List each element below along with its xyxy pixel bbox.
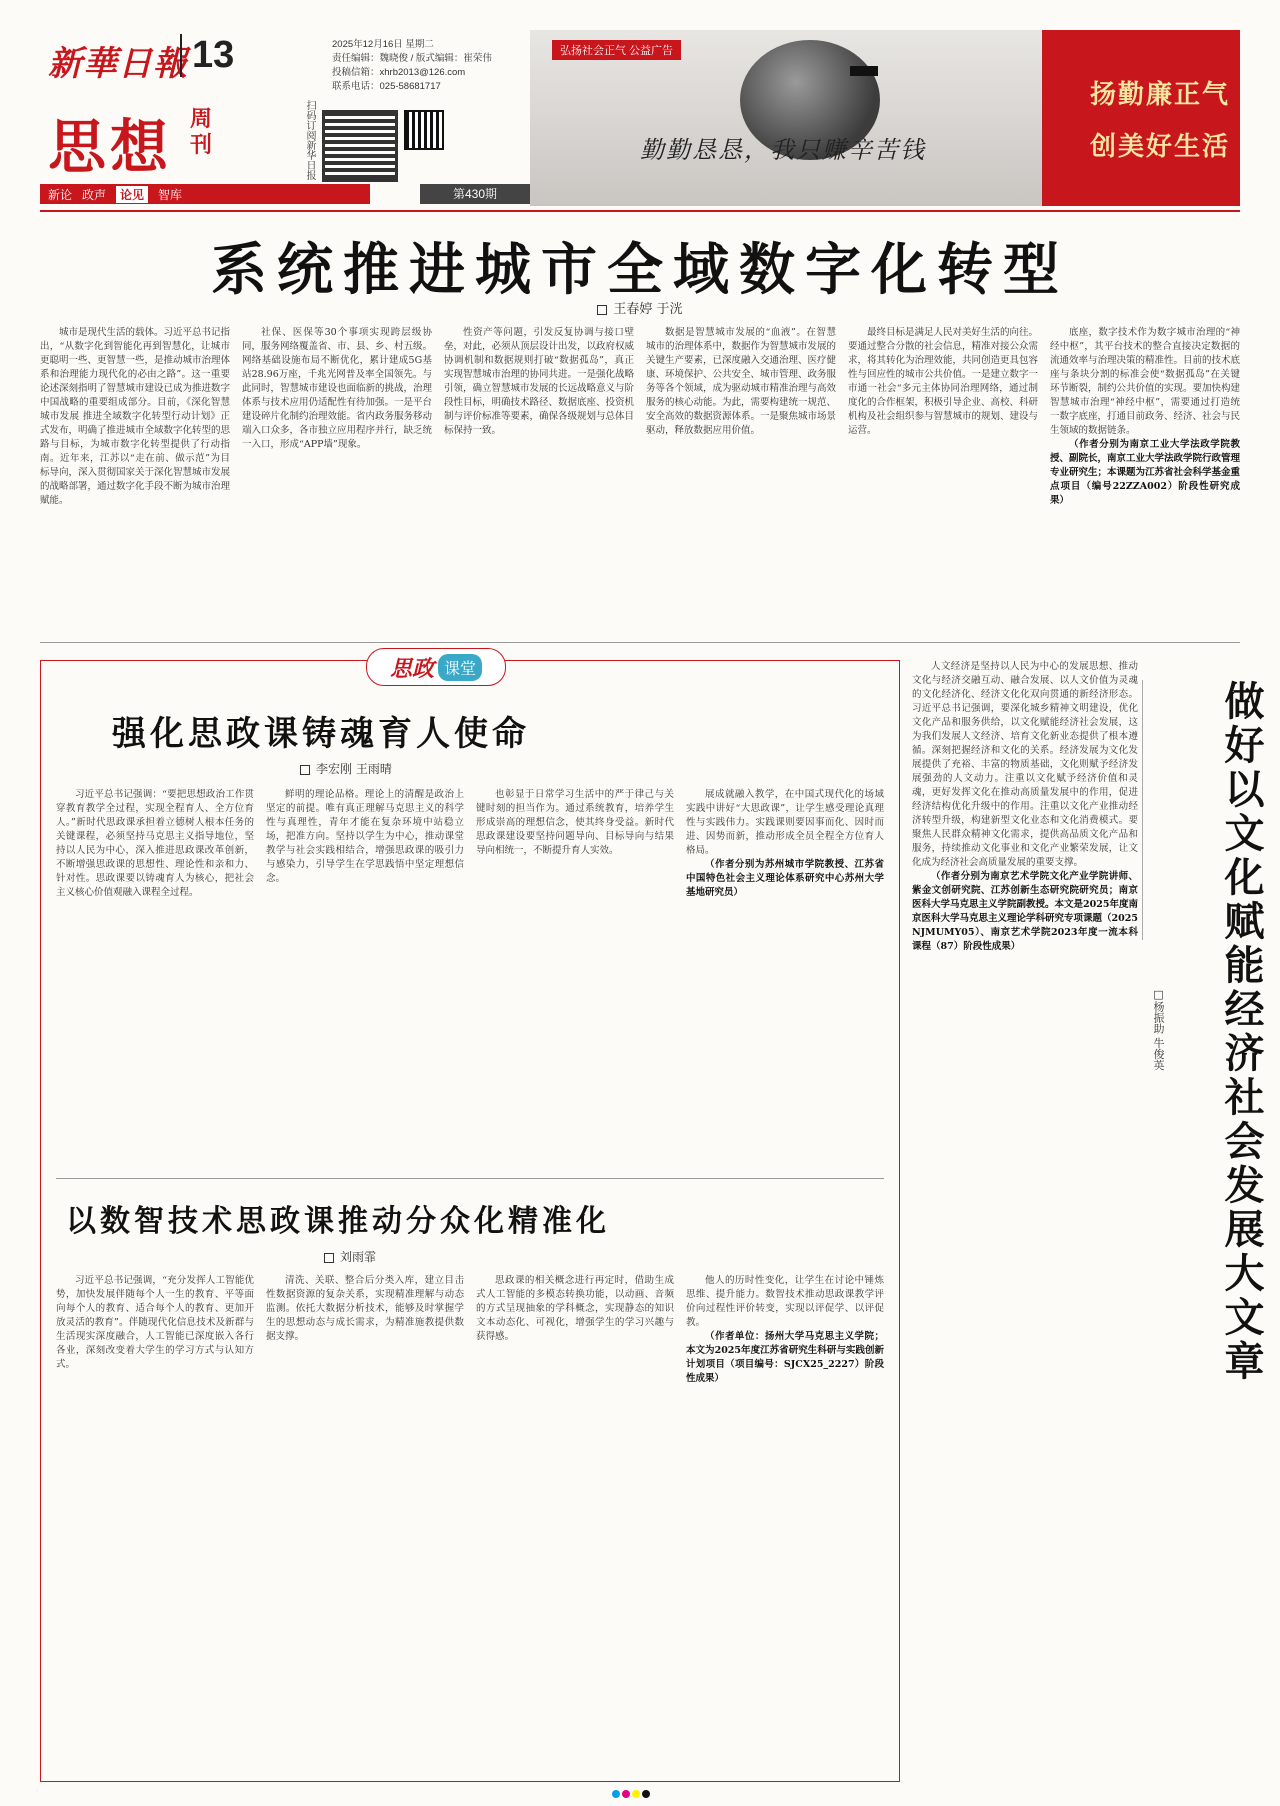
ad-line-1: 扬勤廉正气: [1090, 80, 1231, 110]
right-title-rule: [1142, 680, 1143, 940]
main-paragraph: 性资产等问题，引发反复协调与接口壁垒，对此，必须从顶层设计出发，以政府权威协调机制和数据规则打破“数据孤岛”，真正实现智慧城市治理的协同共进。一是强化战略引领，确立智慧城市发展的长远战略意义与阶段性目标，明确技术路径、数据底座、投资机制与评价标准等要素，确保各级规划与总体目标保持一致。: [444, 327, 634, 436]
a1-paragraph: 习近平总书记强调：“要把思想政治工作贯穿教育教学全过程，实现全程育人、全方位育人。”新时代思政课承担着立德树人根本任务的关键课程，必须坚持马克思主义指导地位，坚持以人民为中心，深入推进思政课改革创新，不断增强思政课的思想性、理论性和亲和力、针对性。思政课要以铸魂育人为核心，把社会主义核心价值观融入课程全过程。: [56, 789, 254, 898]
a2-paragraph: 思政课的相关概念进行再定时，借助生成式人工智能的多模态转换功能，以动画、音频的方式呈现抽象的学科概念，实现静态的知识文本动态化、可视化，增强学生的学习兴趣与获得感。: [476, 1275, 674, 1342]
a2-paragraph: 习近平总书记强调，“充分发挥人工智能优势，加快发展伴随每个人一生的教育、平等面向每个人的教育、适合每个人的教育、更加开放灵活的教育”。伴随现代化信息技术及新群与生活现实深度融合，人工智能已深度嵌入各行各业，深刻改变着大学生的学习方式与认知方式。: [56, 1275, 254, 1370]
ad-line-2: 创美好生活: [1090, 132, 1231, 162]
magenta-mark-icon: [622, 1790, 630, 1798]
nav-item-lunjian[interactable]: 论见: [116, 186, 148, 203]
ad-red-panel: [1042, 30, 1240, 206]
nav-item-zhengsheng[interactable]: 政声: [82, 187, 107, 202]
article1-title: 强化思政课铸魂育人使命: [112, 714, 530, 754]
ad-slogan: 勤勤恳恳，我只赚辛苦钱: [640, 136, 926, 164]
main-byline: [0, 298, 1280, 317]
email-line: 投稿信箱：xhrb2013@126.com: [332, 67, 466, 78]
issue-date: 2025年12月16日 星期二: [332, 39, 434, 50]
nav-item-xinlun[interactable]: 新论: [48, 187, 73, 202]
page-number: 13: [180, 34, 234, 77]
a1-col-2: [266, 788, 464, 1160]
main-paragraph: 最终目标是满足人民对美好生活的向往。要通过整合分散的社会信息，精准对接公众需求，将其转化为治理效能，共同创造更具包容性与回应性的城市公共价值。一是建立数字一市通一社会“多元主体协同治理网络，通过制度化的合作框架，积极引导企业、高校、科研机构及社会组织参与智慧城市的规划、建设与运营。: [848, 327, 1038, 436]
byline-box-icon: [324, 1253, 334, 1263]
panel-tag-b: 课堂: [438, 654, 482, 681]
editor-line: 责任编辑：魏晓俊 / 版式编辑：崔荣伟: [332, 53, 492, 64]
a1-col-3: [476, 788, 674, 1160]
a1-paragraph: 也彰显于日常学习生活中的严于律己与关键时刻的担当作为。通过系统教育，培养学生形成崇高的理想信念，使其终身受益。新时代思政课建设要坚持问题导向、目标导向与结果导向相统一，不断提升育人实效。: [476, 789, 674, 856]
main-byline-text: 王春婷 于洸: [613, 302, 683, 317]
article2-byline-text: 刘雨霏: [340, 1250, 377, 1264]
article2-body: [56, 1274, 884, 1770]
phone-line: 联系电话：025-58681717: [332, 81, 441, 92]
qr-label: 扫码订阅新华日报: [304, 100, 315, 180]
coin-slot-icon: [850, 66, 878, 76]
right-col-1: [912, 660, 1138, 1780]
main-col-2: [242, 326, 432, 634]
main-headline: 系统推进城市全域数字化转型: [211, 237, 1069, 303]
a2-col-2: [266, 1274, 464, 1770]
qr-code-small-icon[interactable]: [404, 110, 444, 150]
a2-col-4: [686, 1274, 884, 1770]
cyan-mark-icon: [612, 1790, 620, 1798]
main-paragraph: 数据是智慧城市发展的“血液”。在智慧城市的治理体系中，数据作为智慧城市发展的关键生产要素，已深度融入交通治理、医疗健康、环境保护、公共安全、城市管理、政务服务等各个领域，成为驱动城市精准治理与高效服务的核心动能。为此，需要构建统一规范、安全高效的数据资源体系。一是聚焦城市场景驱动，释放数据应用价值。: [646, 327, 836, 436]
right-article-title: 做好以文化赋能经济社会发展大文章: [1218, 680, 1265, 1384]
a2-author-note: （作者单位：扬州大学马克思主义学院；本文为2025年度江苏省研究生科研与实践创新计划项目（项目编号：SJCX25_2227）阶段性成果）: [686, 1331, 884, 1384]
yellow-mark-icon: [632, 1790, 640, 1798]
black-mark-icon: [642, 1790, 650, 1798]
article1-body: [56, 788, 884, 1160]
right-article-byline: □杨振助 牛俊英: [1152, 988, 1165, 1071]
right-author-note: （作者分别为南京艺术学院文化产业学院讲师、紫金文创研究院、江苏创新生态研究院研究员；南京医科大学马克思主义学院副教授。本文是2025年度南京医科大学马克思主义理论学科研究专项课题（2025NJMUMY05）、南京艺术学院2023年度一流本科课程（87）阶段性成果）: [912, 871, 1138, 952]
a1-col-4: [686, 788, 884, 1160]
a1-col-1: [56, 788, 254, 1160]
a2-col-3: [476, 1274, 674, 1770]
paper-name-logo: 新華日報: [48, 44, 188, 84]
main-paragraph: 城市是现代生活的载体。习近平总书记指出，“从数字化到智能化再到智慧化，让城市更聪明一些、更智慧一些，是推动城市治理体系和治理能力现代化的必由之路”。这一重要论述深刻指明了智慧城市建设已成为推进数字中国战略的重要组成部分。目前，《深化智慧城市发展 推进全域数字化转型行动计划》正式发布，明确了推进城市全域数字化转型的思路与目标，为城市数字化转型提供了行动指南。近年来，江苏以“走在前、做示范”为目标导向，深入贯彻国家关于深化智慧城市发展的战略部署，通过数字化手段不断为城市治理赋能。: [40, 327, 230, 506]
panel-divider: [56, 1178, 884, 1179]
right-article-body: [912, 660, 1138, 1780]
section-nav: [40, 184, 370, 204]
public-service-ad: [530, 30, 1240, 206]
masthead-divider: [40, 210, 1240, 212]
article1-byline-text: 李宏刚 王雨晴: [316, 762, 392, 776]
print-color-marks: [612, 1790, 650, 1798]
a2-paragraph: 他人的历时性变化，让学生在讨论中锤炼思维、提升能力。数智技术推动思政课教学评价向过程性评价转变，实现以评促学、以评促教。: [686, 1275, 884, 1328]
masthead: [40, 30, 1240, 200]
info-block: [332, 38, 492, 94]
ad-artwork: [530, 30, 1042, 206]
main-col-3: [444, 326, 634, 634]
main-col-6: [1050, 326, 1240, 634]
main-article-body: [40, 326, 1240, 634]
byline-box-icon: [300, 765, 310, 775]
article2-byline: [324, 1248, 376, 1265]
a1-paragraph: 鲜明的理论品格。理论上的清醒是政治上坚定的前提。唯有真正理解马克思主义的科学性与真理性，青年才能在复杂环境中站稳立场，把准方向。坚持以学生为中心，推动课堂教学与社会实践相结合，增强思政课的吸引力与感染力，引导学生在学思践悟中坚定理想信念。: [266, 789, 464, 884]
section-subtitle: 周刊: [190, 106, 213, 158]
main-paragraph: 底座，数字技术作为数字城市治理的“神经中枢”，其平台技术的整合直接决定数据的流通效率与治理决策的精准性。目前的技术底座与条块分割的标准会使“数据孤岛”在关键环节断裂，制约公共价值的实现。要加快构建智慧城市治理“神经中枢”，需要通过打造统一数字底座，打通目前政务、经济、社会与民生领域的数据链条。: [1050, 327, 1240, 436]
article2-title: 以数智技术思政课推动分众化精准化: [66, 1204, 610, 1239]
main-paragraph: 社保、医保等30个事项实现跨层级协同，服务网络覆盖省、市、县、乡、村五级。网络基础设施布局不断优化，累计建成5G基站28.96万座，千兆光网普及率全国领先。与此同时，智慧城市建设也面临新的挑战，治理体系与技术应用仍适配性有待加强。一是平台建设碎片化制约治理效能。省内政务服务移动端入口众多，各市独立应用程序并行，缺乏统一入口，形成“APP墙”现象。: [242, 327, 432, 450]
panel-tag: [366, 648, 506, 686]
issue-number: 第430期: [420, 184, 530, 204]
article1-byline: [300, 760, 392, 777]
section-title: 思想: [48, 113, 173, 181]
right-paragraph: 人文经济是坚持以人民为中心的发展思想、推动文化与经济交融互动、融合发展、以人文价值为灵魂的文化经济化、经济文化化双向贯通的新经济形态。习近平总书记强调，要深化城乡精神文明建设，优化文化产品和服务供给，以文化赋能经济社会发展，这为我们发展人文经济、培育文化新业态提供了根本遵循。深刻把握经济和文化的关系。经济发展为文化发展提供了充裕、丰富的物质基础，文化则赋予经济发展强劲的人文动力。注重以文化赋予经济价值和灵魂，更好发挥文化在推动高质量发展中的作用，促进经济结构优化升级中的作用。注重以文化产业推动经济转型升级，构建新型文化业态和文化消费模式。要聚焦人民群众精神文化需求，提供高品质文化产品和服务，持续推动文化事业和文化产业繁荣发展，让文化成为经济社会高质量发展的重要支撑。: [912, 661, 1138, 868]
byline-box-icon: [597, 305, 607, 315]
main-col-5: [848, 326, 1038, 634]
main-col-1: [40, 326, 230, 634]
a2-col-1: [56, 1274, 254, 1770]
a2-paragraph: 清洗、关联、整合后分类入库，建立目击性数据资源的复杂关系，实现精准理解与动态监测。依托大数据分析技术，能够及时掌握学生的思想动态与成长需求，为精准施教提供数据支撑。: [266, 1275, 464, 1342]
a1-paragraph: 展成就融入教学，在中国式现代化的场域实践中讲好“大思政课”，让学生感受理论真理性与实践伟力。实践课则要因事而化、因时而进、因势而新，推动形成全员全程全方位育人格局。: [686, 789, 884, 856]
main-col-4: [646, 326, 836, 634]
nav-item-zhiku[interactable]: 智库: [158, 187, 183, 202]
a1-author-note: （作者分别为苏州城市学院教授、江苏省中国特色社会主义理论体系研究中心苏州大学基地研究员）: [686, 859, 884, 898]
main-author-note: （作者分别为南京工业大学法政学院教授、副院长，南京工业大学法政学院行政管理专业研究生；本课题为江苏省社会科学基金重点项目（编号22ZZA002）阶段性研究成果）: [1050, 439, 1240, 506]
section-divider: [40, 642, 1240, 643]
qr-code-icon[interactable]: [322, 110, 398, 182]
panel-tag-a: 思政: [389, 655, 434, 682]
ad-tag: 弘扬社会正气 公益广告: [552, 40, 681, 60]
